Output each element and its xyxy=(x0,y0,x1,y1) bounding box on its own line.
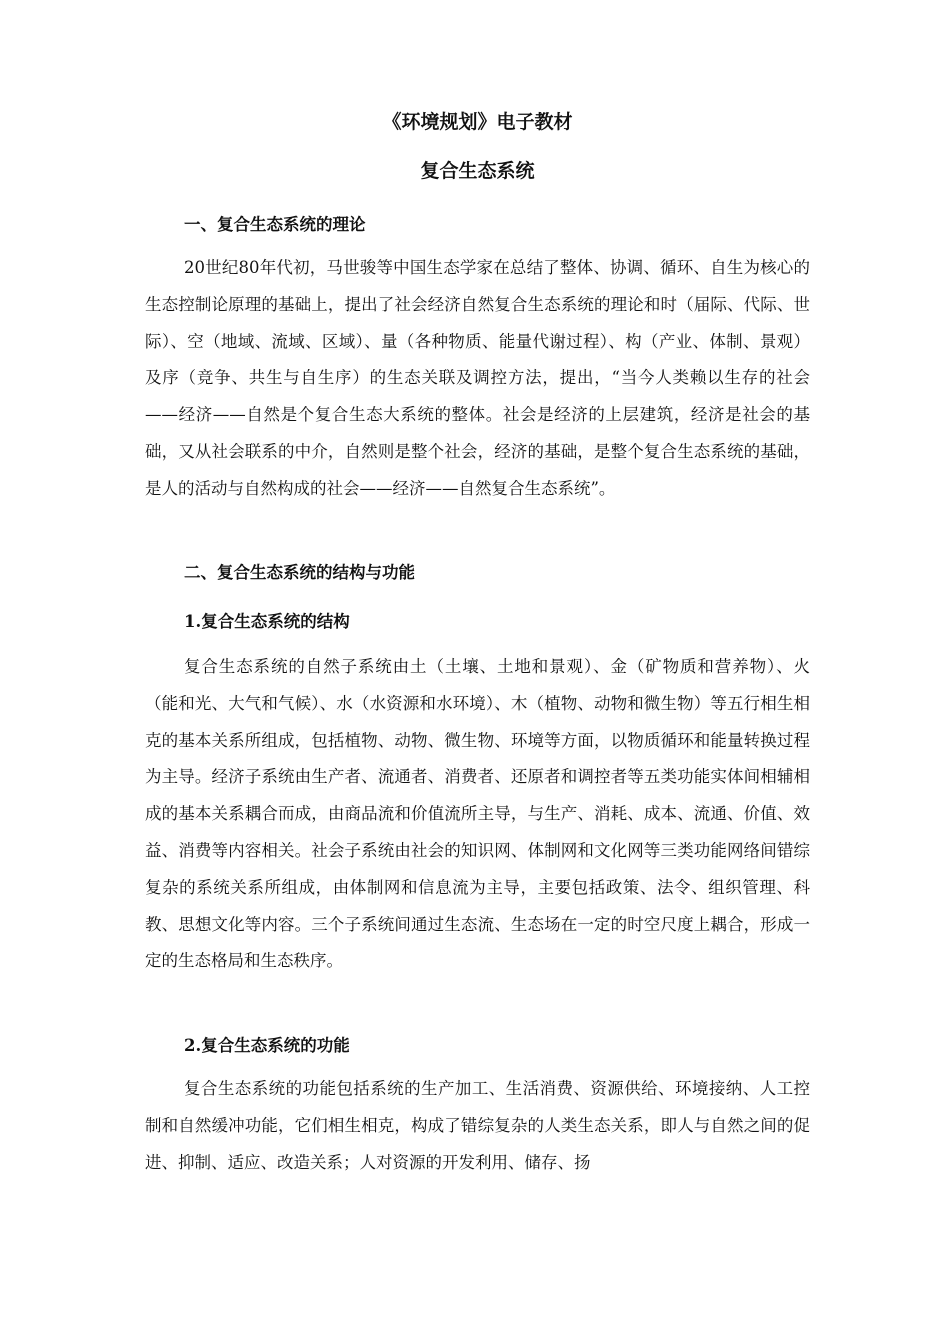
subsection-heading-function: 2.复合生态系统的功能 xyxy=(184,1036,350,1055)
section-heading-theory: 一、复合生态系统的理论 xyxy=(184,215,366,234)
document-subtitle: 复合生态系统 xyxy=(420,160,535,182)
paragraph-structure: 复合生态系统的自然子系统由土（土壤、土地和景观）、金（矿物质和营养物）、火（能和光、大气和气候）、水（水资源和水环境）、木（植物、动物和微生物）等五行相生相克的基本关系所组成，包括植物、动物、微生物、环境等方面，以物质循环和能量转换过程为主导。经济子系统由生产者、流通者、消费者、还原者和调控者等五类功能实体间相辅相成的基本关系耦合而成，由商品流和价值流所主导，与生产、消耗、成本、流通、价值、效益、消费等内容相关。社会子系统由社会的知识网、体制网和文化网等三类功能网络间错综复杂的系统关系所组成，由体制网和信息流为主导，主要包括政策、法令、组织管理、科教、思想文化等内容。三个子系统间通过生态流、生态场在一定的时空尺度上耦合，形成一定的生态格局和生态秩序。 xyxy=(145,657,810,971)
section-heading-structure-function: 二、复合生态系统的结构与功能 xyxy=(184,563,415,582)
paragraph-theory: 20世纪80年代初，马世骏等中国生态学家在总结了整体、协调、循环、自生为核心的生态控制论原理的基础上，提出了社会经济自然复合生态系统的理论和时（届际、代际、世际）、空（地域、流域、区域）、量（各种物质、能量代谢过程）、构（产业、体制、景观）及序（竞争、共生与自生序）的生态关联及调控方法，提出，“当今人类赖以生存的社会——经济——自然是个复合生态大系统的整体。社会是经济的上层建筑，经济是社会的基础，又从社会联系的中介，自然则是整个社会，经济的基础，是整个复合生态系统的基础，是人的活动与自然构成的社会——经济——自然复合生态系统”。 xyxy=(145,258,810,498)
paragraph-function: 复合生态系统的功能包括系统的生产加工、生活消费、资源供给、环境接纳、人工控制和自然缓冲功能，它们相生相克，构成了错综复杂的人类生态关系，即人与自然之间的促进、抑制、适应、改造关系；人对资源的开发利用、储存、扬 xyxy=(145,1079,810,1172)
subsection-heading-structure: 1.复合生态系统的结构 xyxy=(184,612,350,631)
document-title: 《环境规划》电子教材 xyxy=(382,111,573,133)
